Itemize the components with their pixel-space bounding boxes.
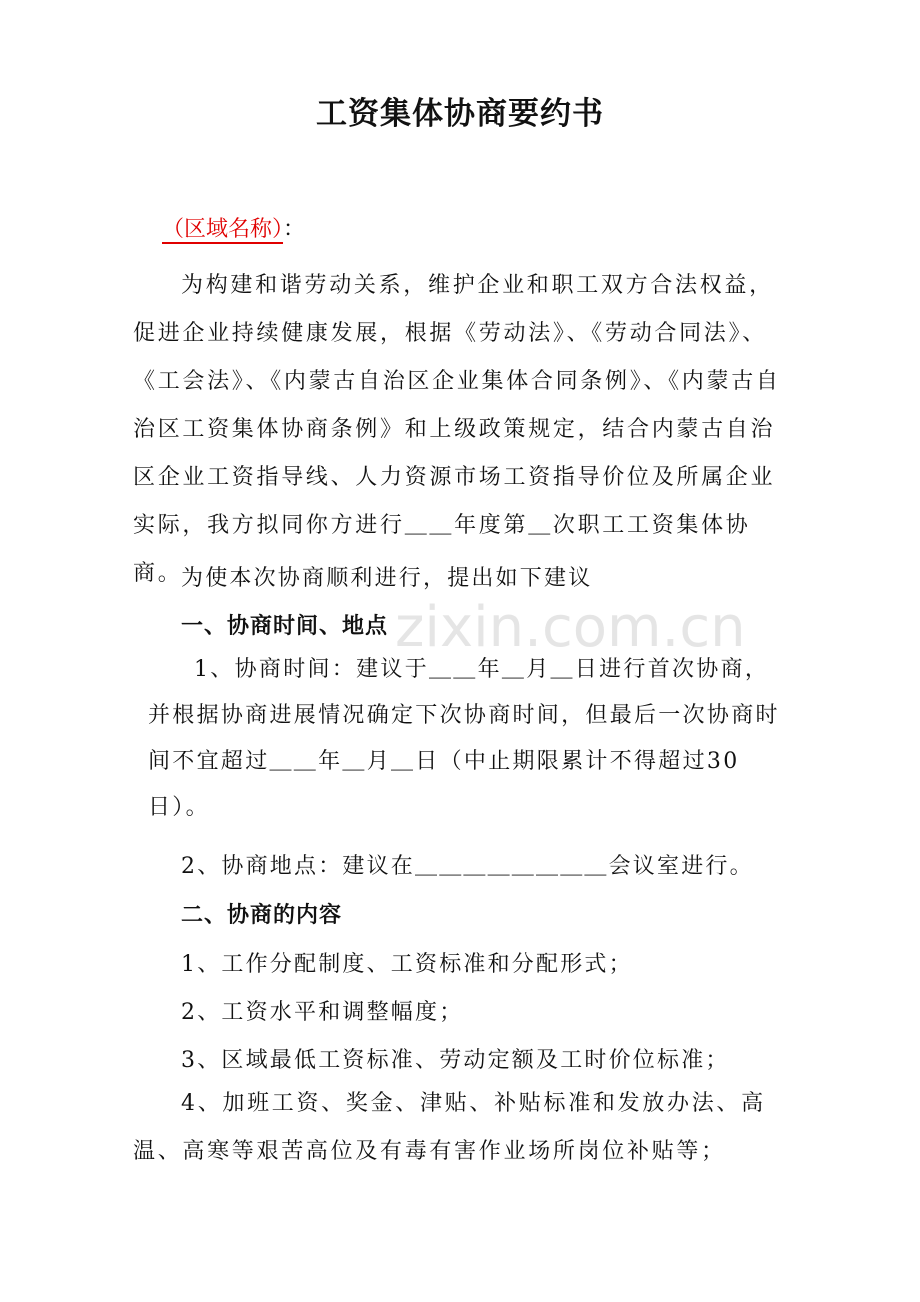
section2-item-1: 1、工作分配制度、工资标准和分配形式； (181, 952, 633, 977)
section2-item-2: 2、工资水平和调整幅度； (181, 1000, 464, 1025)
addressee-colon: ： (283, 217, 306, 242)
document-title: 工资集体协商要约书 (316, 96, 604, 132)
addressee-line (162, 212, 305, 243)
addressee-region: （区域名称） (162, 217, 284, 242)
section2-item-4: 4、加班工资、奖金、津贴、补贴标准和发放办法、高温、高寒等艰苦高位及有毒有害作业场所岗位补贴等； (133, 1091, 766, 1164)
section2-heading: 二、协商的内容 (181, 903, 343, 928)
proposal-intro: 为使本次协商顺利进行，提出如下建议 (181, 566, 593, 591)
watermark: zixin.com.cn (395, 595, 746, 660)
intro-paragraph: 为构建和谐劳动关系，维护企业和职工双方合法权益，促进企业持续健康发展，根据《劳动法》、《劳动合同法》、《工会法》、《内蒙古自治区企业集体合同条例》、《内蒙古自治区工资集体协商条例》和上级政策规定，结合内蒙古自治区企业工资指导线、人力资源市场工资指导价位及所属企业实际，我方拟同你方进行＿＿年度第＿次职工工资集体协商。 (133, 273, 781, 586)
section2-item-3: 3、区域最低工资标准、劳动定额及工时价位标准； (181, 1048, 730, 1073)
section1-item1: 1、协商时间：建议于＿＿年＿月＿日进行首次协商，并根据协商进展情况确定下次协商时间，但最后一次协商时间不宜超过＿＿年＿月＿日（中止期限累计不得超过30日）。 (148, 657, 780, 820)
section1-item2: 2、协商地点：建议在＿＿＿＿＿＿＿＿会议室进行。 (181, 854, 754, 879)
section1-heading: 一、协商时间、地点 (181, 614, 389, 639)
